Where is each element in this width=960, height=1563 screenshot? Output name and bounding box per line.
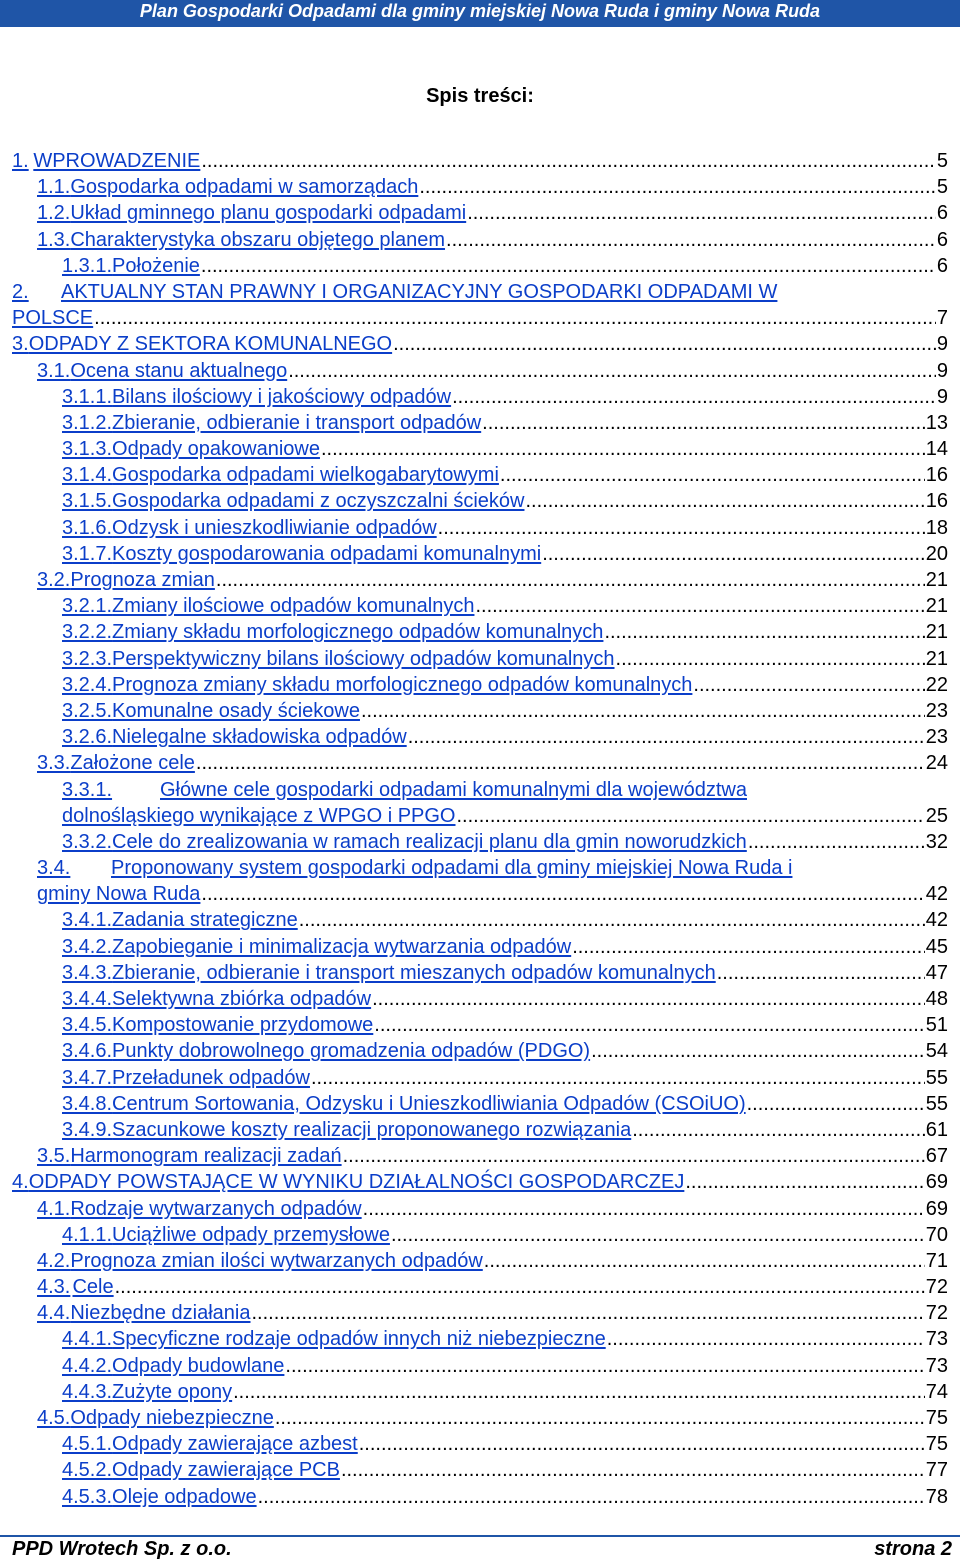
toc-entry-number[interactable]: 3.1.6. (62, 516, 113, 539)
dot-leader (484, 1248, 925, 1274)
toc-entry-number[interactable]: 4.4.1. (62, 1328, 113, 1351)
toc-entry-title[interactable]: Kompostowanie przydomowe (112, 1014, 374, 1037)
toc-entry-number[interactable]: 4.4. (37, 1302, 71, 1325)
toc-entry-page: 51 (925, 1014, 948, 1037)
toc-entry-page: 74 (925, 1380, 948, 1403)
toc-entry-title[interactable]: Specyficzne rodzaje odpadów innych niż niebezpieczne (112, 1328, 606, 1351)
toc-entry-number[interactable]: 1.3. (37, 228, 71, 251)
dot-leader (391, 1222, 925, 1248)
toc-entry-title[interactable]: Gospodarka odpadami wielkogabarytowymi (112, 464, 499, 487)
toc-entry-title[interactable]: Układ gminnego planu gospodarki odpadami (70, 202, 467, 225)
footer-company: PPD Wrotech Sp. z o.o. (12, 1538, 232, 1560)
dot-leader (201, 148, 936, 174)
toc-entry-title[interactable]: Cele do zrealizowania w ramach realizacji planu dla gmin noworudzkich (112, 830, 747, 853)
toc-entry-page: 9 (936, 333, 948, 356)
toc-entry-page: 61 (925, 1118, 948, 1141)
toc-entry-page: 70 (925, 1223, 948, 1246)
toc-entry[interactable] (12, 1091, 948, 1117)
toc-entry[interactable] (12, 1326, 948, 1352)
toc-entry-number[interactable]: 3.1.3. (62, 438, 113, 461)
dot-leader (311, 1065, 925, 1091)
toc-entry[interactable] (12, 1196, 948, 1222)
toc-entry[interactable] (12, 253, 948, 279)
toc-entry-page: 73 (925, 1354, 948, 1377)
toc-entry-page: 48 (925, 988, 948, 1011)
toc-entry[interactable] (12, 1379, 948, 1405)
toc-entry-page: 55 (925, 1092, 948, 1115)
toc-entry[interactable] (12, 358, 948, 384)
toc-entry[interactable] (12, 567, 948, 593)
toc-entry-title[interactable]: Niezbędne działania (70, 1302, 251, 1325)
dot-leader (393, 331, 936, 357)
dot-leader (341, 1457, 925, 1483)
toc-entry-number[interactable]: 4.5.2. (62, 1459, 113, 1482)
toc-entry-title[interactable]: Komunalne osady ściekowe (112, 699, 360, 722)
dot-leader (361, 698, 925, 724)
toc-entry-page: 32 (925, 830, 948, 853)
toc-entry-title[interactable]: Bilans ilościowy i jakościowy odpadów (112, 385, 452, 408)
toc-entry[interactable] (12, 1143, 948, 1169)
toc-entry[interactable] (12, 1038, 948, 1064)
toc-entry-title[interactable]: Perspektywiczny bilans ilościowy odpadów komunalnych (112, 647, 615, 670)
toc-entry-number[interactable]: 1.1. (37, 176, 71, 199)
toc-entry-number[interactable]: 4.5.3. (62, 1485, 113, 1508)
toc-entry-title[interactable]: Odpady budowlane (112, 1354, 285, 1377)
toc-entry-page: 47 (925, 961, 948, 984)
toc-entry-title[interactable]: Odpady opakowaniowe (112, 438, 320, 461)
toc-entry-page: 6 (936, 254, 948, 277)
toc-entry-page: 5 (936, 150, 948, 172)
toc-entry-number[interactable]: 3.2.5. (62, 699, 113, 722)
toc-entry-page: 72 (925, 1276, 948, 1299)
toc-entry-number[interactable]: 3.3.2. (62, 830, 113, 853)
toc-entry-number[interactable]: 4.1. (37, 1197, 71, 1220)
toc-entry-page: 23 (925, 726, 948, 749)
dot-leader (717, 960, 925, 986)
toc-entry-number[interactable]: 4.1.1. (62, 1223, 113, 1246)
toc-entry-number[interactable]: 4.5. (37, 1407, 71, 1430)
dot-leader (285, 1353, 924, 1379)
toc-entry-number[interactable]: 3.1.1. (62, 385, 113, 408)
toc-entry-number[interactable]: 3.2.2. (62, 621, 113, 644)
toc-entry-title[interactable]: Zbieranie, odbieranie i transport odpadów (112, 411, 482, 434)
toc-entry-number[interactable]: 1.2. (37, 202, 71, 225)
toc-entry[interactable] (12, 777, 948, 829)
toc-entry[interactable] (12, 1300, 948, 1326)
toc-entry-title[interactable]: Odpady zawierające azbest (112, 1433, 358, 1456)
toc-entry-title[interactable]: WPROWADZENIE (33, 150, 201, 172)
dot-leader (343, 1143, 925, 1169)
dot-leader (201, 881, 924, 907)
toc-entry-number[interactable]: 4.2. (37, 1249, 71, 1272)
dot-leader (363, 1196, 925, 1222)
toc-entry[interactable] (12, 593, 948, 619)
dot-leader (201, 253, 936, 279)
dot-leader (475, 593, 924, 619)
toc-entry-number[interactable]: 3.1.2. (62, 411, 113, 434)
toc-entry-number[interactable]: 3.2.3. (62, 647, 113, 670)
toc-entry[interactable] (12, 907, 948, 933)
toc-entry[interactable] (12, 619, 948, 645)
toc-entry-page: 69 (925, 1171, 948, 1194)
toc-entry[interactable] (12, 646, 948, 672)
toc-entry-title[interactable]: AKTUALNY STAN PRAWNY I ORGANIZACYJNY GOSPODARKI ODPADAMI W (61, 280, 778, 303)
toc-entry[interactable] (12, 1353, 948, 1379)
dot-leader (482, 410, 925, 436)
toc-entry-title[interactable]: Proponowany system gospodarki odpadami dla gminy miejskiej Nowa Ruda i (111, 857, 793, 880)
dot-leader (693, 672, 924, 698)
toc-entry-title[interactable]: Selektywna zbiórka odpadów (112, 988, 372, 1011)
toc-entry-page: 16 (925, 464, 948, 487)
toc-entry-title[interactable]: Charakterystyka obszaru objętego planem (70, 228, 446, 251)
footer-page-number: strona 2 (874, 1538, 952, 1560)
dot-leader (525, 488, 924, 514)
dot-leader (457, 803, 925, 829)
dot-leader (604, 619, 924, 645)
toc-entry-number[interactable]: 3.2.6. (62, 726, 113, 749)
toc-entry-title-continuation[interactable]: dolnośląskiego wynikające z WPGO i PPGO (62, 804, 456, 827)
toc-entry-title[interactable]: Odzysk i unieszkodliwianie odpadów (112, 516, 437, 539)
toc-entry-page: 45 (925, 935, 948, 958)
dot-leader (408, 724, 925, 750)
toc-entry-page: 13 (925, 411, 948, 434)
dot-leader (374, 1012, 924, 1038)
dot-leader (252, 1300, 925, 1326)
dot-leader (321, 436, 925, 462)
toc-entry-title[interactable]: Założone cele (70, 752, 195, 775)
footer-divider (0, 1535, 960, 1537)
dot-leader (275, 1405, 925, 1431)
toc-entry[interactable] (12, 488, 948, 514)
toc-entry[interactable] (12, 1484, 948, 1510)
toc-entry-page: 69 (925, 1197, 948, 1220)
toc-entry-page: 78 (925, 1485, 948, 1508)
toc-entry-page: 25 (925, 804, 948, 827)
toc-entry-number[interactable]: 3.4.4. (62, 988, 113, 1011)
toc-entry-page: 42 (925, 883, 948, 906)
toc-entry-number[interactable]: 3.4.6. (62, 1040, 113, 1063)
toc-entry-title[interactable]: Prognoza zmian (70, 569, 215, 592)
toc-entry[interactable] (12, 960, 948, 986)
toc-entry-title[interactable]: Położenie (112, 254, 200, 277)
dot-leader (196, 750, 925, 776)
toc-entry-number[interactable]: 3.1.4. (62, 464, 113, 487)
toc-entry[interactable] (12, 1012, 948, 1038)
toc-entry-title[interactable]: Ocena stanu aktualnego (70, 359, 288, 382)
toc-entry[interactable] (12, 148, 948, 174)
toc-entry-page: 21 (925, 569, 948, 592)
toc-entry-title[interactable]: Zużyte opony (112, 1380, 233, 1403)
toc-entry-page: 72 (925, 1302, 948, 1325)
toc-entry-page: 24 (925, 752, 948, 775)
toc-entry-page: 7 (936, 307, 948, 330)
dot-leader (500, 462, 925, 488)
toc-heading: Spis treści: (426, 85, 534, 107)
toc-entry-title[interactable]: Punkty dobrowolnego gromadzenia odpadów (PDGO) (112, 1040, 591, 1063)
toc-entry-page: 73 (925, 1328, 948, 1351)
toc-entry-title[interactable]: Gospodarka odpadami w samorządach (70, 176, 419, 199)
toc-entry[interactable] (12, 200, 948, 226)
dot-leader (591, 1038, 925, 1064)
toc-entry-number[interactable]: 3.2.1. (62, 595, 113, 618)
toc-entry-page: 23 (925, 699, 948, 722)
toc-entry-number[interactable]: 4.4.2. (62, 1354, 113, 1377)
toc-entry-title-continuation[interactable]: POLSCE (12, 307, 94, 330)
toc-entry-number[interactable]: 3. (12, 333, 29, 356)
dot-leader (747, 1091, 925, 1117)
toc-entry-page: 14 (925, 438, 948, 461)
toc-entry[interactable] (12, 331, 948, 357)
dot-leader (258, 1484, 925, 1510)
toc-entry[interactable] (12, 462, 948, 488)
toc-entry-number[interactable]: 3.4.7. (62, 1066, 113, 1089)
toc-entry-title[interactable]: Koszty gospodarowania odpadami komunalnymi (112, 542, 542, 565)
toc-entry-number[interactable]: 1.3.1. (62, 254, 113, 277)
toc-entry[interactable] (12, 227, 948, 253)
toc-entry-title[interactable]: Oleje odpadowe (112, 1485, 257, 1508)
toc-entry-page: 77 (925, 1459, 948, 1482)
toc-entry-title[interactable]: Prognoza zmiany składu morfologicznego odpadów komunalnych (112, 673, 693, 696)
toc-entry-page: 71 (925, 1249, 948, 1272)
dot-leader (438, 515, 925, 541)
toc-entry[interactable] (12, 1431, 948, 1457)
toc-entry-number[interactable]: 1. (12, 150, 29, 172)
toc-entry-title[interactable]: Harmonogram realizacji zadań (70, 1145, 342, 1168)
dot-leader (359, 1431, 925, 1457)
toc-entry-number[interactable]: 4.3. (37, 1276, 71, 1299)
dot-leader (216, 567, 925, 593)
toc-entry[interactable] (12, 1222, 948, 1248)
toc-entry[interactable] (12, 1169, 948, 1195)
toc-entry[interactable] (12, 174, 948, 200)
toc-entry-title[interactable]: Zmiany składu morfologicznego odpadów komunalnych (112, 621, 604, 644)
toc-entry[interactable] (12, 829, 948, 855)
toc-entry-title[interactable]: Zadania strategiczne (112, 909, 298, 932)
dot-leader (685, 1169, 924, 1195)
dot-leader (299, 907, 925, 933)
toc-entry-page: 21 (925, 595, 948, 618)
toc-entry[interactable] (12, 1405, 948, 1431)
toc-entry-number[interactable]: 3.4.5. (62, 1014, 113, 1037)
toc-entry-page: 75 (925, 1407, 948, 1430)
toc-entry-page: 54 (925, 1040, 948, 1063)
toc-entry-page: 18 (925, 516, 948, 539)
dot-leader (467, 200, 936, 226)
toc-entry[interactable] (12, 724, 948, 750)
toc-entry-title[interactable]: Nielegalne składowiska odpadów (112, 726, 407, 749)
toc-entry-title[interactable]: Zmiany ilościowe odpadów komunalnych (112, 595, 475, 618)
dot-leader (748, 829, 925, 855)
toc-entry-page: 22 (925, 673, 948, 696)
toc-entry-title[interactable]: Uciążliwe odpady przemysłowe (112, 1223, 390, 1246)
toc-entry-number[interactable]: 3.1.5. (62, 490, 113, 513)
toc-entry-page: 21 (925, 621, 948, 644)
dot-leader (616, 646, 925, 672)
toc-entry-number[interactable]: 2. (12, 280, 29, 303)
toc-entry-page: 9 (936, 359, 948, 382)
toc-entry-title[interactable]: Przeładunek odpadów (112, 1066, 310, 1089)
toc-entry-page: 5 (936, 176, 948, 199)
toc-entry-number[interactable]: 3.2. (37, 569, 71, 592)
toc-entry-title[interactable]: Cele (72, 1276, 114, 1299)
toc-entry-page: 16 (925, 490, 948, 513)
toc-entry-number[interactable]: 3.4.3. (62, 961, 113, 984)
toc-entry-title[interactable]: Prognoza zmian ilości wytwarzanych odpadów (70, 1249, 483, 1272)
toc-entry[interactable] (12, 515, 948, 541)
dot-leader (419, 174, 936, 200)
toc-entry-title[interactable]: Zapobieganie i minimalizacja wytwarzania odpadów (112, 935, 572, 958)
toc-entry-number[interactable]: 3.4.1. (62, 909, 113, 932)
toc-entry[interactable] (12, 750, 948, 776)
toc-entry-title[interactable]: ODPADY Z SEKTORA KOMUNALNEGO (28, 333, 393, 356)
toc-entry[interactable] (12, 1457, 948, 1483)
toc-entry-title[interactable]: Zbieranie, odbieranie i transport mieszanych odpadów komunalnych (112, 961, 716, 984)
toc-entry[interactable] (12, 436, 948, 462)
dot-leader (632, 1117, 925, 1143)
toc-entry[interactable] (12, 986, 948, 1012)
toc-entry-title[interactable]: Odpady zawierające PCB (112, 1459, 340, 1482)
toc-entry-number[interactable]: 3.4. (37, 857, 71, 880)
toc-entry-title[interactable]: Rodzaje wytwarzanych odpadów (70, 1197, 362, 1220)
toc-entry-title[interactable]: Odpady niebezpieczne (70, 1407, 274, 1430)
toc-entry[interactable] (12, 934, 948, 960)
toc-entry-page: 20 (925, 542, 948, 565)
toc-entry-number[interactable]: 3.4.8. (62, 1092, 113, 1115)
toc-entry-number[interactable]: 3.3.1. (62, 778, 113, 801)
toc-entry[interactable] (12, 410, 948, 436)
toc-entry-number[interactable]: 3.4.2. (62, 935, 113, 958)
toc-entry-page: 75 (925, 1433, 948, 1456)
dot-leader (542, 541, 925, 567)
toc-entry-number[interactable]: 3.1.7. (62, 542, 113, 565)
dot-leader (94, 305, 936, 331)
toc-entry-number[interactable]: 4.5.1. (62, 1433, 113, 1456)
dot-leader (572, 934, 925, 960)
toc-entry-number[interactable]: 3.5. (37, 1145, 71, 1168)
toc-entry-number[interactable]: 3.1. (37, 359, 71, 382)
toc-entry-title-continuation[interactable]: gminy Nowa Ruda (37, 883, 201, 906)
dot-leader (288, 358, 936, 384)
toc-entry-number[interactable]: 4.4.3. (62, 1380, 113, 1403)
toc-entry[interactable] (12, 1248, 948, 1274)
toc-entry-page: 6 (936, 228, 948, 251)
toc-entry-title[interactable]: Główne cele gospodarki odpadami komunalnymi dla województwa (160, 778, 747, 801)
toc-entry-number[interactable]: 3.4.9. (62, 1118, 113, 1141)
toc-entry-title[interactable]: Gospodarka odpadami z oczyszczalni ścieków (112, 490, 525, 513)
toc-entry-page: 21 (925, 647, 948, 670)
toc-entry-number[interactable]: 4. (12, 1171, 29, 1194)
document-title: Plan Gospodarki Odpadami dla gminy miejskiej Nowa Ruda i gminy Nowa Ruda (139, 1, 821, 21)
dot-leader (115, 1274, 925, 1300)
toc-entry-page: 6 (936, 202, 948, 225)
toc-entry[interactable] (12, 672, 948, 698)
toc-entry-page: 42 (925, 909, 948, 932)
toc-entry[interactable] (12, 279, 948, 331)
toc-entry-page: 9 (936, 385, 948, 408)
toc-entry[interactable] (12, 698, 948, 724)
dot-leader (607, 1326, 925, 1352)
dot-leader (452, 384, 936, 410)
toc-entry[interactable] (12, 541, 948, 567)
dot-leader (446, 227, 936, 253)
toc-entry-number[interactable]: 3.3. (37, 752, 71, 775)
toc-entry-page: 67 (925, 1145, 948, 1168)
toc-entry[interactable] (12, 855, 948, 907)
toc-entry-title[interactable]: Centrum Sortowania, Odzysku i Unieszkodliwiania Odpadów (CSOiUO) (112, 1092, 746, 1115)
toc-entry-page: 55 (925, 1066, 948, 1089)
toc-entry-title[interactable]: Szacunkowe koszty realizacji proponowanego rozwiązania (112, 1118, 632, 1141)
dot-leader (233, 1379, 925, 1405)
document-header (0, 0, 960, 27)
table-of-contents (12, 148, 948, 1510)
toc-entry[interactable] (12, 1065, 948, 1091)
dot-leader (372, 986, 925, 1012)
toc-entry-title[interactable]: ODPADY POWSTAJĄCE W WYNIKU DZIAŁALNOŚCI GOSPODARCZEJ (28, 1171, 685, 1194)
toc-entry[interactable] (12, 1274, 948, 1300)
toc-entry[interactable] (12, 1117, 948, 1143)
toc-entry[interactable] (12, 384, 948, 410)
toc-entry-number[interactable]: 3.2.4. (62, 673, 113, 696)
